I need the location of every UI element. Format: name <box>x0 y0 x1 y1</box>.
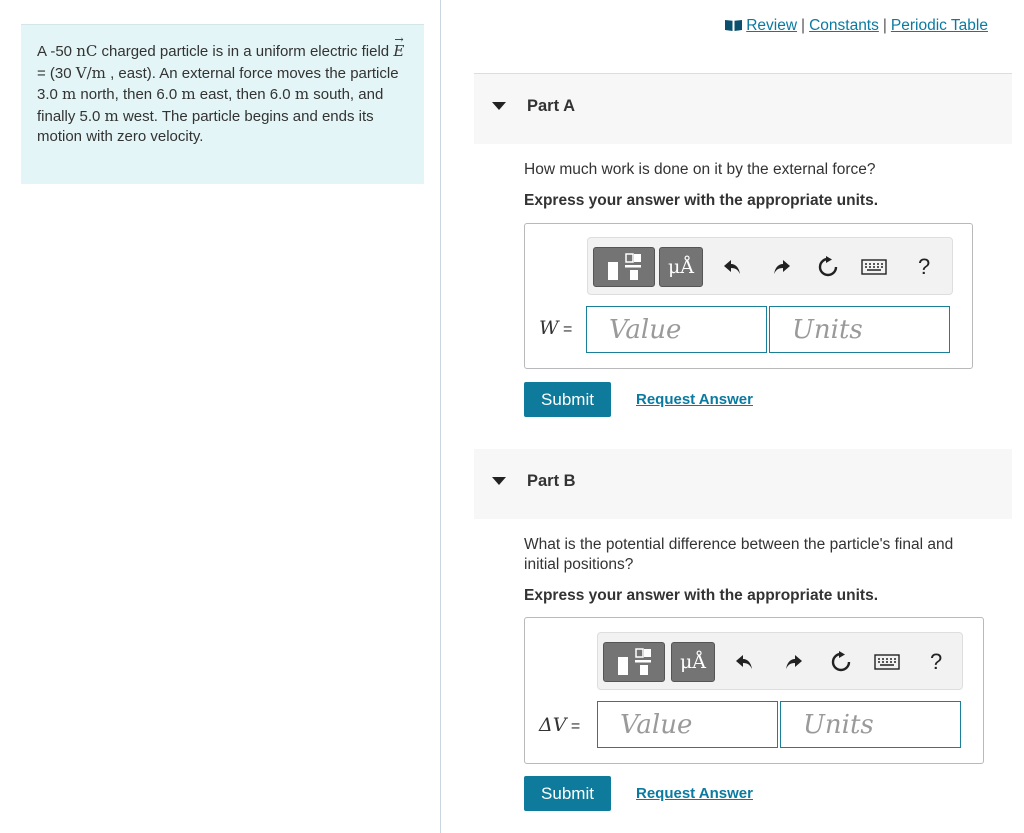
link-separator: | <box>801 17 806 34</box>
part-b-question: What is the potential difference between the particle's final and initial positions? <box>524 536 954 573</box>
unit-m: m <box>62 85 77 103</box>
unit-m: m <box>181 85 196 103</box>
submit-button[interactable]: Submit <box>524 776 611 811</box>
part-a-title: Part A <box>527 97 575 115</box>
undo-icon[interactable] <box>733 650 757 674</box>
var-symbol: ΔV <box>539 714 567 736</box>
value-placeholder: Value <box>609 315 682 345</box>
field-vector-symbol: → E <box>393 41 404 62</box>
problem-text: north, then 6.0 <box>76 86 182 103</box>
units-button[interactable]: μÅ <box>671 642 715 682</box>
collapse-triangle-icon[interactable] <box>492 477 506 485</box>
value-placeholder: Value <box>620 710 693 740</box>
problem-statement <box>21 24 424 184</box>
units-input[interactable] <box>780 701 961 748</box>
part-b-title: Part B <box>527 472 576 490</box>
units-placeholder: Units <box>792 315 863 345</box>
math-toolbar <box>587 237 953 295</box>
var-label <box>539 317 572 339</box>
units-input[interactable] <box>769 306 950 353</box>
submit-button[interactable]: Submit <box>524 382 611 417</box>
templates-button[interactable] <box>603 642 665 682</box>
constants-link[interactable]: Constants <box>809 17 879 34</box>
problem-text: , east). An external force moves the particle 3.0 <box>37 64 399 103</box>
request-answer-link[interactable]: Request Answer <box>636 391 753 408</box>
problem-text: = (30 <box>37 64 76 82</box>
help-icon[interactable]: ? <box>918 254 931 279</box>
unit-nc: nC <box>76 42 98 60</box>
book-icon <box>725 19 742 31</box>
templates-icon <box>606 252 642 282</box>
unit-m: m <box>104 106 119 125</box>
part-b-answer-box <box>524 617 984 764</box>
collapse-triangle-icon[interactable] <box>492 102 506 110</box>
review-link[interactable]: Review <box>746 17 798 34</box>
part-a-instruction: Express your answer with the appropriate units. <box>524 192 879 209</box>
help-icon[interactable]: ? <box>930 649 943 674</box>
redo-icon[interactable] <box>781 650 805 674</box>
value-input[interactable] <box>597 701 778 748</box>
units-button[interactable]: μÅ <box>659 247 703 287</box>
unit-m: m <box>294 85 310 103</box>
pane-divider <box>440 0 441 833</box>
problem-text: west. The particle begins and ends its motion with zero velocity. <box>37 107 374 145</box>
math-toolbar <box>597 632 963 690</box>
resource-links <box>725 17 988 35</box>
var-label <box>539 714 580 736</box>
part-b-instruction: Express your answer with the appropriate units. <box>524 587 879 604</box>
redo-icon[interactable] <box>769 255 793 279</box>
request-answer-link[interactable]: Request Answer <box>636 785 753 802</box>
reset-icon[interactable] <box>816 255 840 279</box>
problem-text: east, then 6.0 <box>195 86 295 103</box>
undo-icon[interactable] <box>721 255 745 279</box>
problem-text: charged particle is in a uniform electric field <box>97 43 394 60</box>
link-separator: | <box>882 17 887 34</box>
problem-text: A -50 <box>37 43 77 60</box>
value-input[interactable] <box>586 306 767 353</box>
problem-text: south, and finally 5.0 <box>37 86 384 125</box>
part-a-question: How much work is done on it by the external force? <box>524 161 876 178</box>
part-b-header[interactable] <box>474 449 1012 519</box>
equals-sign: = <box>566 718 581 735</box>
templates-button[interactable] <box>593 247 655 287</box>
part-a-header[interactable] <box>474 74 1012 144</box>
reset-icon[interactable] <box>829 650 853 674</box>
equals-sign: = <box>558 321 573 338</box>
keyboard-icon[interactable] <box>874 650 900 674</box>
problem-pane <box>0 0 440 833</box>
templates-icon <box>616 647 652 677</box>
var-symbol: W <box>539 317 559 339</box>
periodic-table-link[interactable]: Periodic Table <box>890 17 988 34</box>
part-a-answer-box <box>524 223 973 369</box>
units-placeholder: Units <box>803 710 874 740</box>
unit-field: V/m <box>75 63 106 82</box>
keyboard-icon[interactable] <box>861 255 887 279</box>
